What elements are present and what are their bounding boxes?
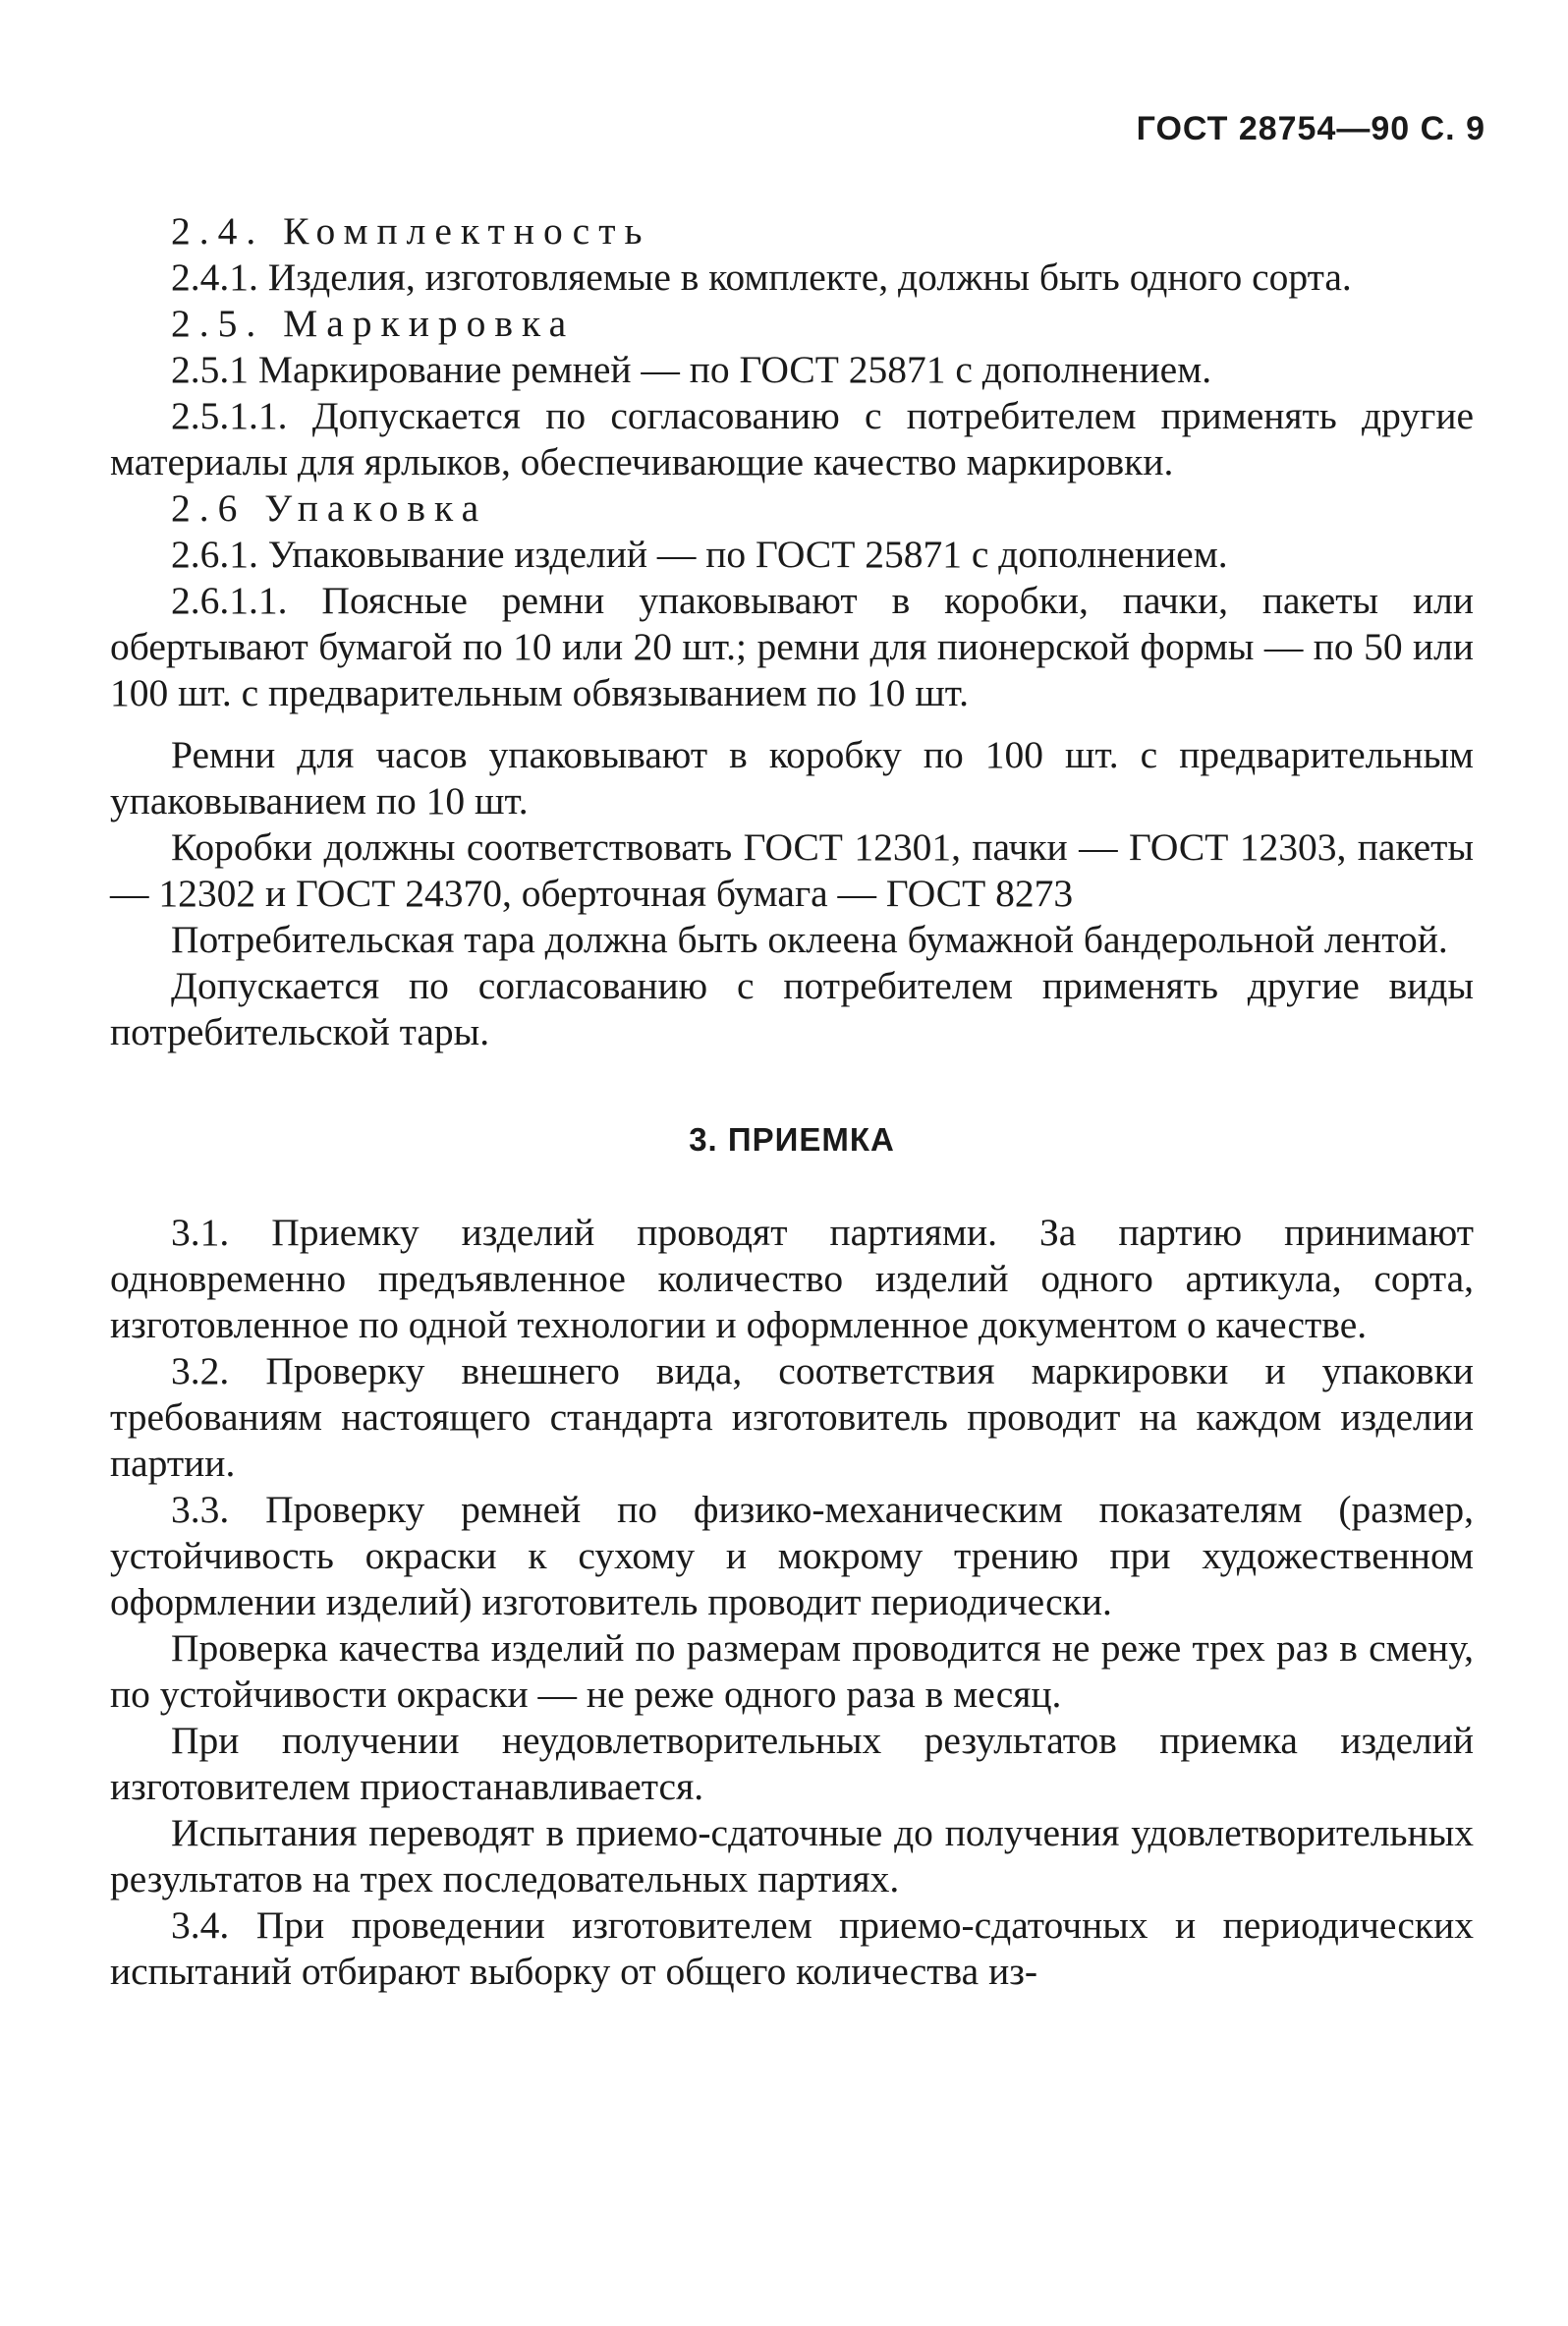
paragraph-3-2: 3.2. Проверку внешнего вида, соответствия маркировки и упаковки требованиям настоящего стандарта изготовитель проводит на каждом изделии партии. [110,1349,1474,1485]
document-body [110,208,1474,1995]
paragraph-boxes-standards: Коробки должны соответствовать ГОСТ 12301, пачки — ГОСТ 12303, пакеты — 12302 и ГОСТ 24370, оберточная бумага — ГОСТ 8273 [110,825,1474,915]
paragraph-2-5-1: 2.5.1 Маркирование ремней — по ГОСТ 25871 с дополнением. [171,348,1212,391]
paragraph-check-frequency: Проверка качества изделий по размерам проводится не реже трех раз в смену, по устойчивости окраски — не реже одного раза в месяц. [110,1626,1474,1716]
paragraph-unsatisfactory-results: При получении неудовлетворительных результатов приемка изделий изготовителем приостанавливается. [110,1719,1474,1808]
paragraph-2-6-1: 2.6.1. Упаковывание изделий — по ГОСТ 25871 с дополнением. [171,533,1228,576]
paragraph-2-6-1-1: 2.6.1.1. Поясные ремни упаковывают в коробки, пачки, пакеты или обертывают бумагой по 10 или 20 шт.; ремни для пионерской формы — по 50 или 100 шт. с предварительным обвязыванием по 10 шт. [110,579,1474,714]
page-header: ГОСТ 28754—90 С. 9 [1136,110,1485,147]
paragraph-3-1: 3.1. Приемку изделий проводят партиями. За партию принимают одновременно предъявленное количество изделий одного артикула, сорта, изготовленное по одной технологии и оформленное документом о качестве. [110,1211,1474,1346]
heading-2-5-marking: 2.5. Маркировка [171,302,576,345]
paragraph-2-4-1: 2.4.1. Изделия, изготовляемые в комплекте, должны быть одного сорта. [171,255,1352,299]
paragraph-watch-straps: Ремни для часов упаковывают в коробку по 100 шт. с предварительным упаковыванием по 10 шт. [110,733,1474,823]
paragraph-other-packaging: Допускается по согласованию с потребителем применять другие виды потребительской тары. [110,964,1474,1053]
heading-2-6-packaging: 2.6 Упаковка [171,486,488,530]
paragraph-2-5-1-1: 2.5.1.1. Допускается по согласованию с потребителем применять другие материалы для ярлыков, обеспечивающие качество маркировки. [110,394,1474,483]
section-title-acceptance: 3. ПРИЕМКА [689,1121,895,1158]
heading-2-4-completeness: 2.4. Комплектность [171,209,651,253]
paragraph-tests-transfer: Испытания переводят в приемо-сдаточные до получения удовлетворительных результатов на трех последовательных партиях. [110,1811,1474,1901]
paragraph-3-3: 3.3. Проверку ремней по физико-механическим показателям (размер, устойчивость окраски к сухому и мокрому трению при художественном оформлении изделий) изготовитель проводит периодически. [110,1488,1474,1623]
paragraph-banderole-tape: Потребительская тара должна быть оклеена бумажной бандерольной лентой. [171,918,1448,961]
paragraph-3-4: 3.4. При проведении изготовителем приемо-сдаточных и периодических испытаний отбирают выборку от общего количества из- [110,1903,1474,1993]
